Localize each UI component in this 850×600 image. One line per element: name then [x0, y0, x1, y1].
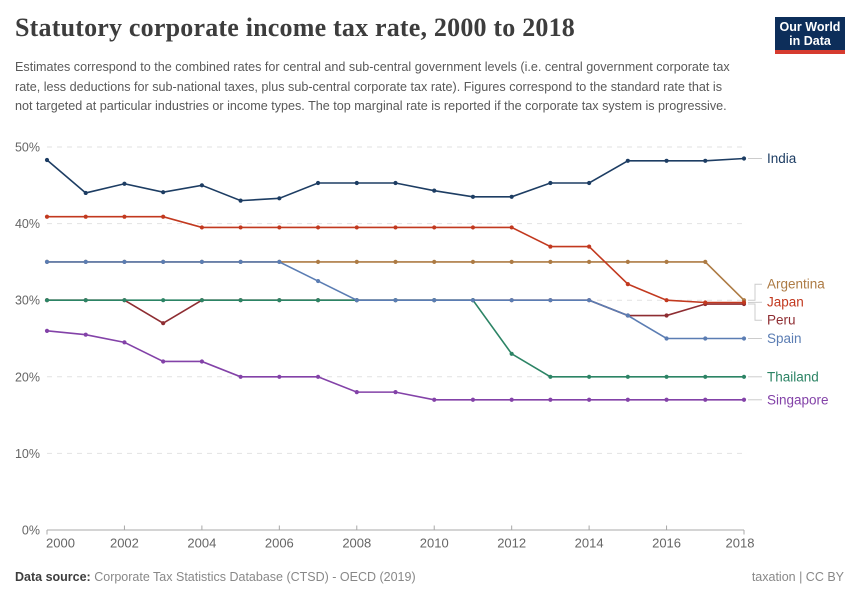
- x-tick-label: 2000: [46, 535, 75, 551]
- x-tick-label: 2008: [342, 535, 372, 551]
- data-point: [626, 282, 630, 286]
- data-point: [471, 195, 475, 199]
- series-label-spain[interactable]: Spain: [767, 331, 802, 346]
- data-point: [742, 300, 746, 304]
- data-point: [355, 260, 359, 264]
- data-point: [45, 158, 49, 162]
- data-point: [548, 260, 552, 264]
- data-point: [664, 159, 668, 163]
- data-point: [742, 398, 746, 402]
- data-point: [664, 298, 668, 302]
- data-point: [84, 298, 88, 302]
- data-point: [742, 336, 746, 340]
- line-chart-canvas: [0, 130, 850, 575]
- data-point: [703, 398, 707, 402]
- data-point: [200, 260, 204, 264]
- data-point: [277, 225, 281, 229]
- data-point: [703, 336, 707, 340]
- data-point: [548, 181, 552, 185]
- data-point: [161, 359, 165, 363]
- data-point: [200, 359, 204, 363]
- data-point: [316, 225, 320, 229]
- x-tick-label: 2004: [187, 535, 217, 551]
- x-tick-label: 2012: [497, 535, 527, 551]
- data-point: [703, 375, 707, 379]
- data-point: [432, 298, 436, 302]
- data-point: [510, 225, 514, 229]
- series-india[interactable]: [45, 156, 746, 202]
- y-tick-label: 40%: [14, 217, 40, 232]
- label-connector: [748, 284, 762, 300]
- data-point: [432, 260, 436, 264]
- series-label-india[interactable]: India: [767, 150, 797, 166]
- data-point: [45, 298, 49, 302]
- data-point: [471, 260, 475, 264]
- data-point: [742, 375, 746, 379]
- data-point: [587, 260, 591, 264]
- data-point: [316, 181, 320, 185]
- data-point: [161, 190, 165, 194]
- series-line[interactable]: [47, 300, 744, 377]
- data-point: [122, 260, 126, 264]
- data-point: [316, 260, 320, 264]
- y-tick-label: 30%: [14, 293, 40, 308]
- x-tick-label: 2018: [725, 535, 755, 551]
- owid-logo[interactable]: [775, 17, 845, 54]
- series-line[interactable]: [47, 331, 744, 400]
- data-point: [510, 398, 514, 402]
- chart-footer: [15, 570, 844, 584]
- x-tick-label: 2006: [264, 535, 294, 551]
- data-point: [393, 260, 397, 264]
- y-tick-label: 0%: [21, 523, 40, 538]
- data-point: [393, 225, 397, 229]
- data-point: [510, 195, 514, 199]
- data-point: [626, 313, 630, 317]
- data-point: [316, 279, 320, 283]
- x-tick-label: 2014: [574, 535, 604, 551]
- owid-logo-line1: Our World: [779, 20, 841, 34]
- data-point: [548, 375, 552, 379]
- data-point: [239, 199, 243, 203]
- data-point: [316, 375, 320, 379]
- data-point: [432, 398, 436, 402]
- data-point: [664, 336, 668, 340]
- data-point: [45, 260, 49, 264]
- data-point: [626, 375, 630, 379]
- data-point: [432, 189, 436, 193]
- y-tick-label: 10%: [14, 446, 40, 461]
- owid-logo-text: [775, 17, 845, 50]
- license-note[interactable]: taxation | CC BY: [751, 570, 844, 584]
- data-point: [200, 183, 204, 187]
- data-point: [510, 352, 514, 356]
- data-point: [239, 375, 243, 379]
- x-tick-label: 2016: [652, 535, 682, 551]
- data-point: [703, 260, 707, 264]
- data-point: [200, 225, 204, 229]
- data-point: [510, 260, 514, 264]
- series-line[interactable]: [47, 158, 744, 200]
- data-point: [587, 244, 591, 248]
- data-point: [122, 298, 126, 302]
- data-point: [587, 181, 591, 185]
- data-point: [161, 298, 165, 302]
- series-line[interactable]: [47, 300, 744, 323]
- data-point: [45, 329, 49, 333]
- data-point: [471, 398, 475, 402]
- data-point: [200, 298, 204, 302]
- data-point: [393, 181, 397, 185]
- series-label-thailand[interactable]: Thailand: [767, 369, 819, 385]
- y-tick-label: 20%: [14, 370, 40, 385]
- data-point: [161, 321, 165, 325]
- series-line[interactable]: [47, 217, 744, 303]
- label-connector: [748, 304, 762, 320]
- series-line[interactable]: [47, 262, 744, 300]
- data-point: [548, 244, 552, 248]
- data-point: [510, 298, 514, 302]
- data-point: [587, 398, 591, 402]
- data-point: [393, 390, 397, 394]
- data-point: [355, 181, 359, 185]
- data-point: [471, 225, 475, 229]
- data-point: [432, 225, 436, 229]
- series-thailand[interactable]: [45, 298, 746, 379]
- data-point: [664, 260, 668, 264]
- page-title: Statutory corporate income tax rate, 2000 to 2018: [15, 13, 575, 42]
- data-point: [161, 260, 165, 264]
- series-label-japan[interactable]: Japan: [767, 294, 804, 310]
- owid-logo-accent-bar: [775, 50, 845, 54]
- data-point: [316, 298, 320, 302]
- data-point: [664, 375, 668, 379]
- owid-logo-line2: in Data: [789, 34, 831, 48]
- data-point: [664, 398, 668, 402]
- data-point: [239, 260, 243, 264]
- data-point: [548, 398, 552, 402]
- data-source: [15, 570, 416, 584]
- data-point: [742, 156, 746, 160]
- data-point: [703, 159, 707, 163]
- data-point: [122, 215, 126, 219]
- data-point: [393, 298, 397, 302]
- data-point: [239, 298, 243, 302]
- data-point: [84, 191, 88, 195]
- data-point: [277, 298, 281, 302]
- data-point: [45, 215, 49, 219]
- data-point: [703, 300, 707, 304]
- series-label-peru[interactable]: Peru: [767, 312, 796, 328]
- x-tick-label: 2010: [419, 535, 449, 551]
- series-argentina[interactable]: [45, 260, 746, 303]
- data-point: [626, 398, 630, 402]
- data-point: [161, 215, 165, 219]
- data-point: [626, 159, 630, 163]
- data-point: [122, 340, 126, 344]
- data-point: [277, 375, 281, 379]
- data-point: [355, 225, 359, 229]
- data-point: [587, 375, 591, 379]
- data-point: [277, 196, 281, 200]
- y-tick-label: 50%: [14, 140, 40, 155]
- data-point: [355, 390, 359, 394]
- data-point: [239, 225, 243, 229]
- data-point: [84, 333, 88, 337]
- data-point: [277, 260, 281, 264]
- data-point: [471, 298, 475, 302]
- series-label-singapore[interactable]: Singapore: [767, 392, 829, 408]
- data-point: [587, 298, 591, 302]
- data-point: [664, 313, 668, 317]
- data-point: [84, 215, 88, 219]
- data-point: [122, 182, 126, 186]
- x-tick-label: 2002: [109, 535, 139, 551]
- data-point: [626, 260, 630, 264]
- data-point: [355, 298, 359, 302]
- data-source-text: Corporate Tax Statistics Database (CTSD) - OECD (2019): [94, 570, 416, 584]
- series-japan[interactable]: [45, 215, 746, 305]
- series-singapore[interactable]: [45, 329, 746, 402]
- series-label-argentina[interactable]: Argentina: [767, 276, 825, 292]
- data-point: [548, 298, 552, 302]
- data-source-label: Data source:: [15, 570, 91, 584]
- chart-subtitle: Estimates correspond to the combined rates for central and sub-central government levels (i.e. central government corporate tax rate, less deductions for sub-national taxes, plus sub-central corporate tax rate). Figures correspond to the standard rate that is not targeted at particular industries or income types. The top marginal rate is reported if the corporate tax system is progressive.: [15, 60, 730, 113]
- data-point: [84, 260, 88, 264]
